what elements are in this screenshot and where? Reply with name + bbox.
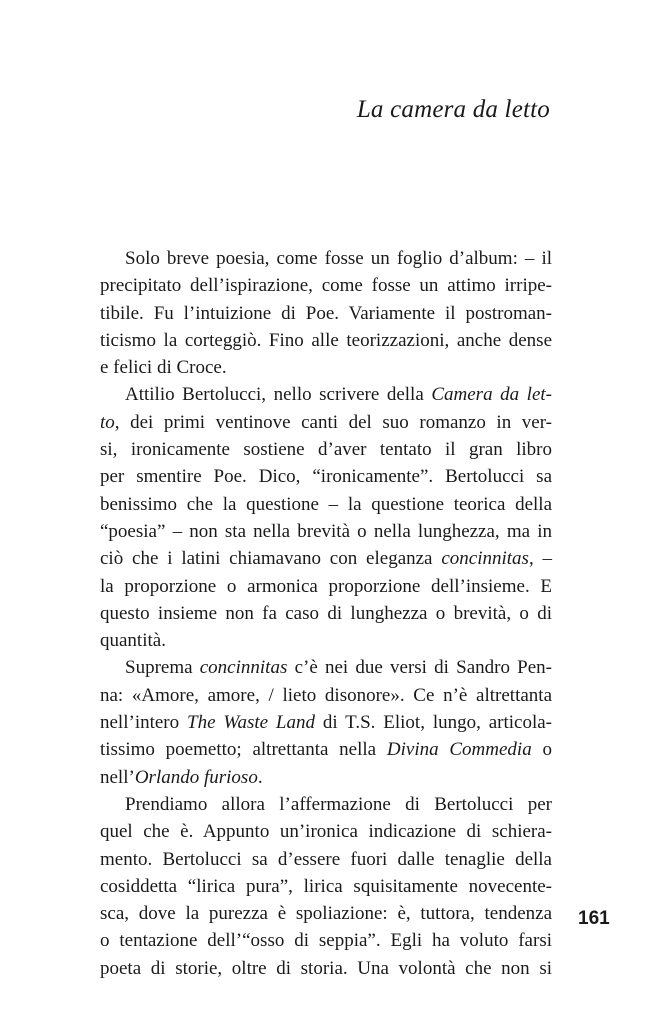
text-line: nell’intero The Waste Land di T.S. Eliot, lungo, articola- — [100, 712, 552, 734]
text-line: cosiddetta “lirica pura”, lirica squisitamente novecente- — [100, 875, 552, 897]
text-line: Suprema concinnitas c’è nei due versi di Sandro Pen- — [125, 657, 552, 679]
text-line: precipitato dell’ispirazione, come fosse un attimo irripe- — [100, 275, 552, 297]
text-line: ciò che i latini chiamavano con eleganza concinnitas, – — [100, 548, 553, 570]
text-line: e felici di Croce. — [100, 357, 227, 379]
text-line: mento. Bertolucci sa d’essere fuori dalle tenaglie della — [100, 848, 552, 870]
text-line: questo insieme non fa caso di lunghezza o brevità, o di — [100, 602, 552, 624]
text-line: ticismo la corteggiò. Fino alle teorizzazioni, anche dense — [100, 329, 552, 351]
text-line: benissimo che la questione – la questione teorica della — [100, 493, 552, 515]
text-line: poeta di storie, oltre di storia. Una volontà che non si — [100, 957, 552, 979]
text-line: “poesia” – non sta nella brevità o nella lunghezza, ma in — [100, 520, 552, 542]
text-line: quantità. — [100, 630, 166, 652]
text-line: to, dei primi ventinove canti del suo romanzo in ver- — [100, 411, 552, 433]
text-line: tissimo poemetto; altrettanta nella Divina Commedia o — [100, 739, 552, 761]
body-text — [100, 245, 552, 982]
page-number: 161 — [578, 908, 610, 929]
text-line: la proporzione o armonica proporzione dell’insieme. E — [100, 575, 552, 597]
text-line: o tentazione dell’“osso di seppia”. Egli ha voluto farsi — [100, 930, 552, 952]
text-line: Attilio Bertolucci, nello scrivere della Camera da let- — [125, 384, 552, 406]
text-line: tibile. Fu l’intuizione di Poe. Variamente il postroman- — [100, 302, 552, 324]
text-line: Solo breve poesia, come fosse un foglio d’album: – il — [125, 248, 552, 269]
text-line: na: «Amore, amore, / lieto disonore». Ce n’è altrettanta — [100, 684, 552, 706]
chapter-title: La camera da letto — [356, 96, 550, 123]
text-line: quel che è. Appunto un’ironica indicazione di schiera- — [100, 821, 552, 843]
text-line: per smentire Poe. Dico, “ironicamente”. Bertolucci sa — [100, 466, 552, 488]
text-line: si, ironicamente sostiene d’aver tentato il gran libro — [100, 439, 552, 461]
text-line: nell’Orlando furioso. — [100, 766, 263, 788]
text-line: sca, dove la purezza è spoliazione: è, tuttora, tendenza — [100, 903, 552, 925]
text-line: Prendiamo allora l’affermazione di Bertolucci per — [125, 793, 552, 815]
